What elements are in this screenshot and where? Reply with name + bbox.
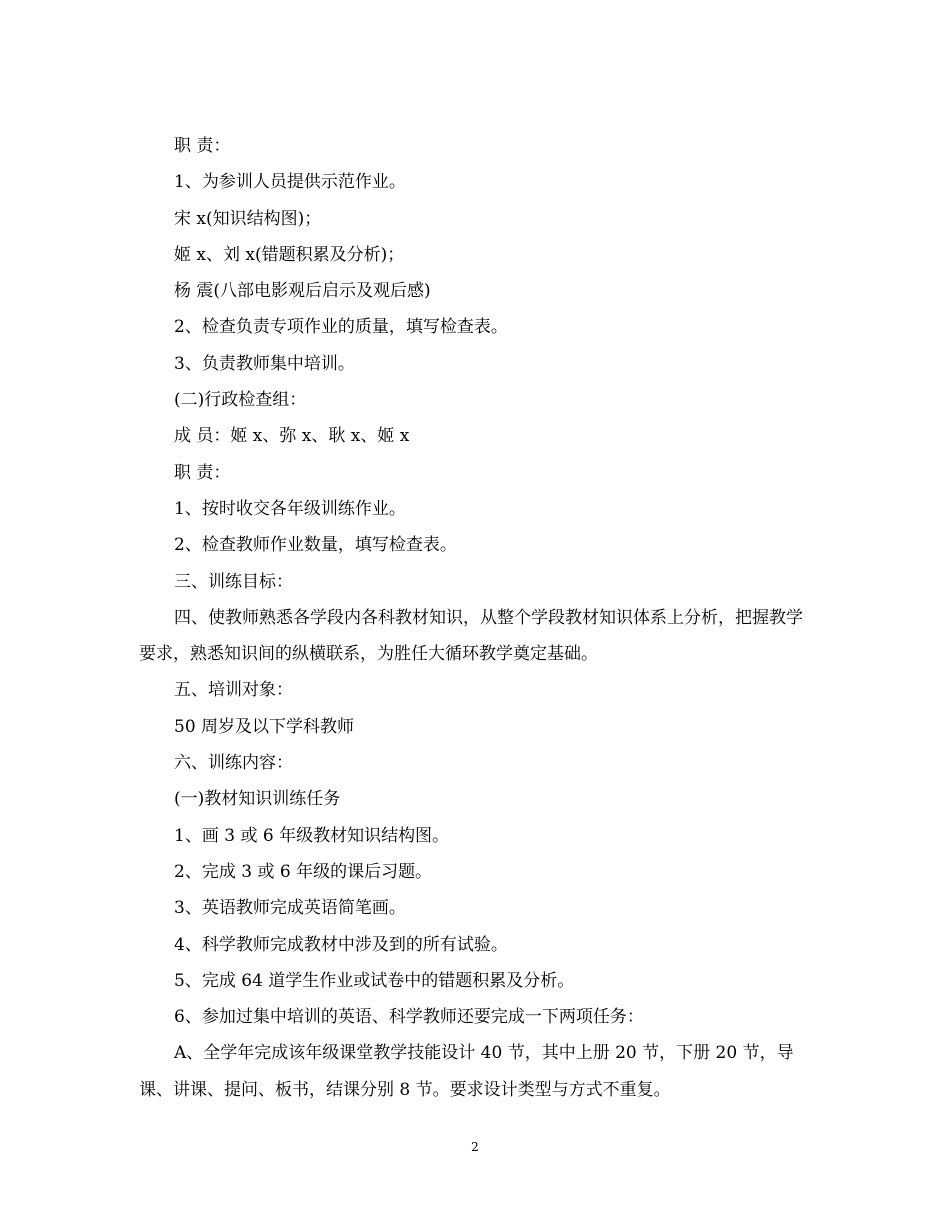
paragraph: 1、为参训人员提供示范作业。: [174, 172, 406, 193]
paragraph: 职 责：: [174, 136, 231, 156]
paragraph: 三、训练目标：: [174, 571, 293, 592]
paragraph: 50 周岁及以下学科教师: [174, 716, 355, 737]
paragraph: 宋 x(知识结构图)；: [174, 208, 322, 229]
paragraph: (一)教材知识训练任务: [174, 789, 341, 810]
paragraph: 1、画 3 或 6 年级教材知识结构图。: [174, 825, 450, 846]
paragraph: 3、负责教师集中培训。: [174, 353, 355, 374]
paragraph: 5、完成 64 道学生作业或试卷中的错题积累及分析。: [174, 970, 575, 991]
paragraph: 2、完成 3 或 6 年级的课后习题。: [174, 861, 433, 882]
paragraph: (二)行政检查组：: [174, 390, 307, 411]
paragraph: A、全学年完成该年级课堂教学技能设计 40 节，其中上册 20 节，下册 20 节，导课、讲课、提问、板书，结课分别 8 节。要求设计类型与方式不重复。: [139, 1043, 794, 1100]
paragraph: 职 责：: [174, 462, 231, 483]
document-body: [139, 128, 819, 1108]
paragraph: 4、科学教师完成教材中涉及到的所有试验。: [174, 934, 508, 955]
paragraph: 成 员：姬 x、弥 x、耿 x、姬 x: [174, 426, 410, 447]
paragraph: 四、使教师熟悉各学段内各科教材知识，从整个学段教材知识体系上分析，把握教学要求，熟悉知识间的纵横联系，为胜任大循环教学奠定基础。: [139, 607, 803, 665]
paragraph: 五、培训对象：: [174, 680, 293, 701]
page-number: 2: [471, 1140, 479, 1154]
paragraph: 6、参加过集中培训的英语、科学教师还要完成一下两项任务：: [174, 1007, 644, 1028]
paragraph: 1、按时收交各年级训练作业。: [174, 498, 406, 519]
paragraph: 3、英语教师完成英语简笔画。: [174, 898, 406, 919]
paragraph: 姬 x、刘 x(错题积累及分析)；: [174, 244, 405, 265]
paragraph: 2、检查负责专项作业的质量，填写检查表。: [174, 317, 508, 338]
paragraph: 杨 震(八部电影观后启示及观后感): [174, 281, 431, 302]
paragraph: 2、检查教师作业数量，填写检查表。: [174, 535, 457, 556]
paragraph: 六、训练内容：: [174, 753, 293, 774]
